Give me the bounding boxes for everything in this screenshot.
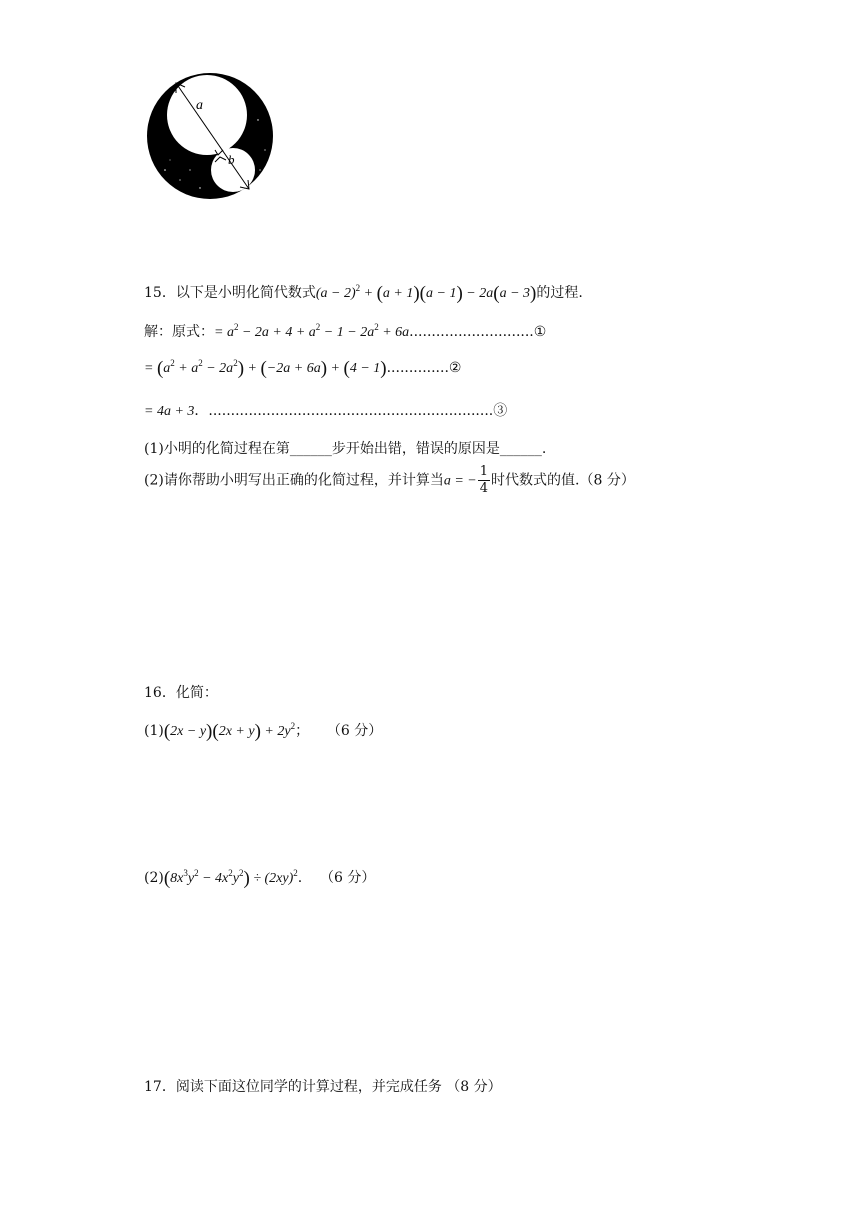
circle-figure bbox=[140, 70, 280, 202]
q15-step3: = 4a + 3．................................................................③ bbox=[144, 403, 508, 419]
q15-part1: (1)小明的化简过程在第______步开始出错，错误的原因是______. bbox=[144, 441, 547, 457]
blank-reason[interactable]: ______ bbox=[499, 441, 542, 457]
q15-intro: 以下是小明化简代数式 bbox=[175, 285, 316, 301]
q15-mark1: ① bbox=[533, 324, 547, 340]
q15-mark3: ③ bbox=[493, 403, 508, 419]
q16-title: 16．化简： bbox=[144, 685, 218, 701]
figure-label-b: b bbox=[228, 152, 235, 167]
fraction: $\frac{1}{4}$ bbox=[479, 464, 489, 496]
q15-stem bbox=[144, 282, 583, 305]
q15-part2: (2)请你帮助小明写出正确的化简过程，并计算当a = − $\frac{1}{4}$ 时代数式的值.（8 分） bbox=[144, 464, 635, 496]
q15-expression: $(a - 2)^2 + (a + 1)(a - 1) - 2a(a - 3)$ bbox=[315, 283, 537, 304]
q16-part1: $(1)(2x - y)(2x + y) + 2y^2$； （6 分） bbox=[144, 721, 383, 742]
q15-dots2: .............. bbox=[386, 360, 449, 376]
q15-dots1: ............................ bbox=[409, 324, 534, 340]
q15-step1: 解：原式：= $a^2 - 2a + 4 + a^2 - 1 - 2a^2$ + 6a............................① bbox=[144, 322, 547, 340]
q15-number: 15． bbox=[144, 285, 176, 301]
q17-text: 17．阅读下面这位同学的计算过程，并完成任务 （8 分） bbox=[144, 1079, 502, 1095]
q15-solution-label: 解：原式： bbox=[144, 324, 214, 340]
q15-step2: = $(a^2 + a^2 - 2a^2) + (-2a + 6a) + (4$ − 1)..............② bbox=[144, 358, 462, 379]
q15-outro: 的过程. bbox=[536, 285, 583, 301]
q15-mark2: ② bbox=[448, 360, 462, 376]
q15-dots3: ．................................................................ bbox=[194, 403, 494, 419]
blank-step[interactable]: ______ bbox=[289, 441, 332, 457]
figure-label-a: a bbox=[196, 98, 203, 113]
q16-part2: $(2)(8x^3y^2 - 4x^2y^2) \div (2xy)^2$. （6 分） bbox=[144, 868, 376, 889]
